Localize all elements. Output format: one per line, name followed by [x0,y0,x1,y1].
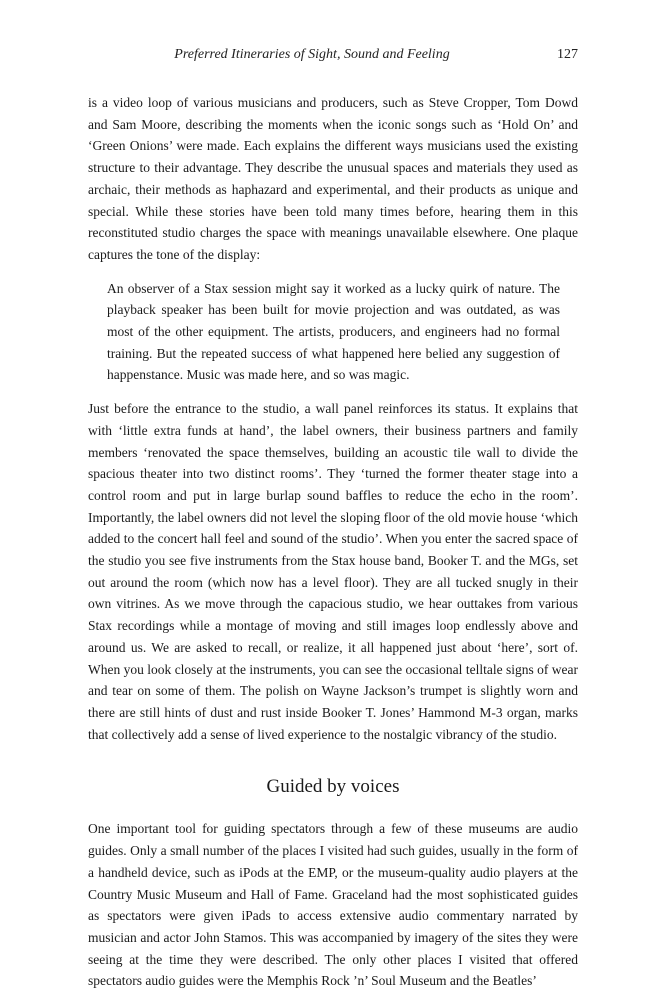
section-heading: Guided by voices [266,776,400,798]
paragraph-audio-guides: One important tool for guiding spectators through a few of these museums are audio guides. Only a small number of the places I visited had such guides, usually in the form of a handheld device, such as iPods at the EMP, or the museum-quality audio players at the Country Music Museum and Hall of Fame. Graceland had the most sophisticated guides as spectators were given iPads to access extensive audio commentary narrated by musician and actor John Stamos. This was accompanied by imagery of the sites they were seeing at the time they were described. The only other places I visited that offered spectators audio guides were the Memphis Rock ’n’ Soul Museum and the Beatles’ [88,821,578,989]
paragraph-continued: is a video loop of various musicians and producers, such as Steve Cropper, Tom Dowd and Sam Moore, describing the moments when the iconic songs such as ‘Hold On’ and ‘Green Onions’ were made. Each explains the different ways musicians used the existing structure to their advantage. They describe the unusual spaces and materials they used as archaic, their methods as haphazard and experimental, and their products as unique and special. While these stories have been told many times before, hearing them in this reconstituted studio charges the space with meanings unavailable elsewhere. One plaque captures the tone of the display: [88,95,578,262]
paragraph-studio: Just before the entrance to the studio, a wall panel reinforces its status. It explains that with ‘little extra funds at hand’, the label owners, their business partners and family members ‘renovated the space themselves, building an acoustic tile wall to divide the spacious theater into two distinct rooms’. They ‘turned the former theater stage into a control room and put in large burlap sound baffles to reduce the echo in the room’. Importantly, the label owners did not level the sloping floor of the old movie house ‘which added to the concert hall feel and sound of the studio’. When you enter the sacred space of the studio you see five instruments from the Stax house band, Booker T. and the MGs, set out around the room (which now has a level floor). They are all tucked snugly in their own vitrines. As we move through the capacious studio, we hear outtakes from various Stax recordings while a montage of moving and still images loop endlessly above and around us. We are asked to recall, or realize, it all happened just about ‘here’, sort of. When you look closely at the instruments, you can see the occasional telltale signs of wear and tear on some of them. The polish on Wayne Jackson’s trumpet is slightly worn and there are still hints of dust and rust inside Booker T. Jones’ Hammond M-3 organ, marks that collectively add a sense of lived experience to the nostalgic vibrancy of the studio. [88,401,578,742]
block-quote: An observer of a Stax session might say it worked as a lucky quirk of nature. The playback speaker has been built for movie projection and was outdated, as was most of the other equipment. The artists, producers, and engineers had no formal training. But the repeated success of what happened here belied any suggestion of happenstance. Music was made here, and so was magic. [107,280,560,383]
page-number: 127 [557,47,578,62]
running-head-title: Preferred Itineraries of Sight, Sound and Feeling [174,47,450,62]
body-text [88,92,578,992]
